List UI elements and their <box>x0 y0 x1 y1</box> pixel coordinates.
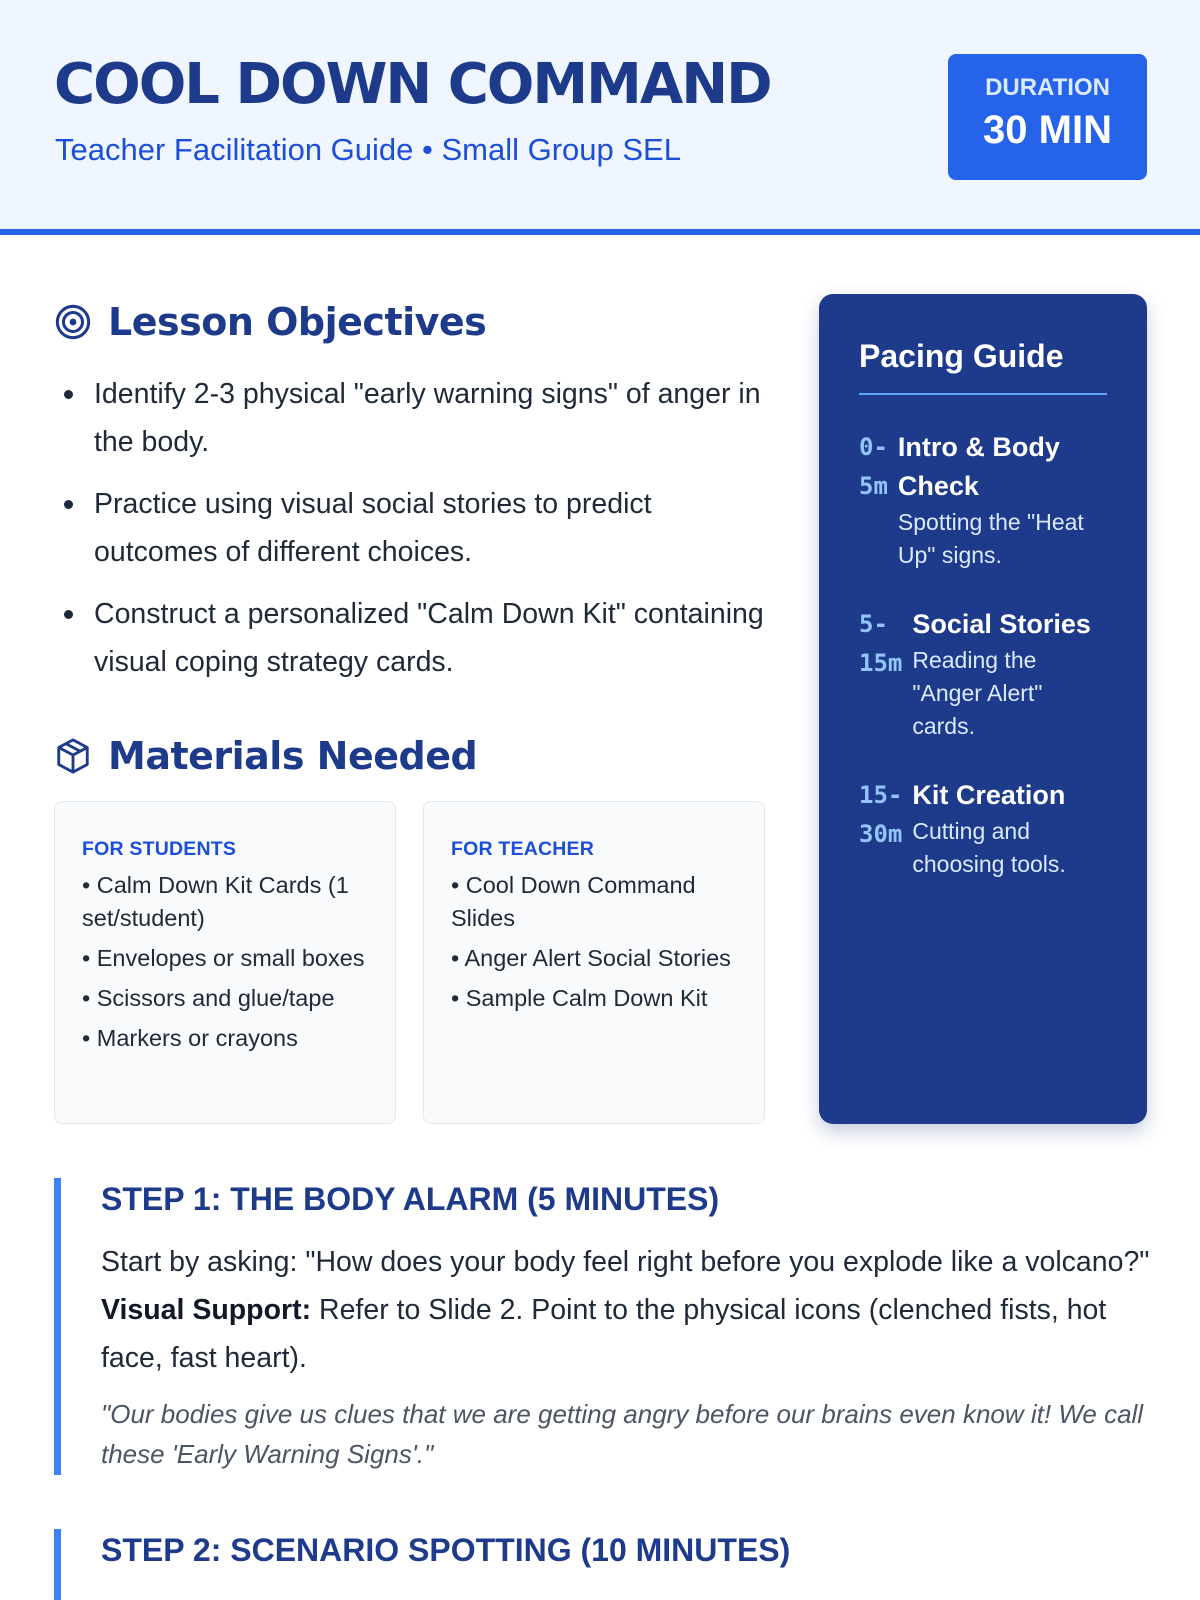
teacher-materials-card <box>423 801 765 1124</box>
teacher-materials-title: FOR TEACHER <box>451 838 595 860</box>
objectives-list <box>64 370 764 700</box>
pacing-time: 0- 5m <box>859 433 888 500</box>
pacing-item-title: Intro & Body Check <box>897 432 1060 501</box>
students-materials-card <box>54 801 396 1124</box>
list-item: • Markers or crayons <box>82 1025 298 1051</box>
pacing-time: 5- 15m <box>859 610 903 677</box>
pacing-time: 15- 30m <box>859 781 903 848</box>
step-2-section <box>54 1529 1154 1600</box>
visual-support-label: Visual Support: <box>101 1294 312 1326</box>
pacing-guide-title: Pacing Guide <box>859 338 1107 395</box>
step-1-title: STEP 1: THE BODY ALARM (5 MINUTES) <box>101 1181 720 1217</box>
list-item: Identify 2-3 physical "early warning signs" of anger in the body. <box>64 370 764 466</box>
step-2-title: STEP 2: SCENARIO SPOTTING (10 MINUTES) <box>101 1532 791 1568</box>
duration-label: DURATION <box>985 74 1110 101</box>
pacing-item <box>859 605 1107 743</box>
materials-heading-text: Materials Needed <box>108 734 478 778</box>
list-item: • Scissors and glue/tape <box>82 985 335 1011</box>
list-item: Practice using visual social stories to predict outcomes of different choices. <box>64 480 764 576</box>
list-item: • Sample Calm Down Kit <box>451 985 708 1011</box>
materials-heading <box>54 734 477 778</box>
step-1-body: Start by asking: "How does your body feel right before you explode like a volcano?" Visual Support: Refer to Slide 2. Point to the physical icons (clenched fists, hot face, fast heart). <box>101 1246 1150 1374</box>
target-icon <box>54 303 92 341</box>
duration-badge <box>948 54 1147 180</box>
step-1-section <box>54 1178 1154 1475</box>
duration-value: 30 MIN <box>983 108 1112 152</box>
pacing-item-desc: Reading the "Anger Alert" cards. <box>912 647 1043 739</box>
list-item: Construct a personalized "Calm Down Kit" containing visual coping strategy cards. <box>64 590 764 686</box>
pacing-item-title: Social Stories <box>912 609 1091 639</box>
pacing-item <box>859 428 1107 572</box>
list-item: • Cool Down Command Slides <box>451 872 696 931</box>
pacing-item <box>859 776 1107 881</box>
page-title: COOL DOWN COMMAND <box>54 52 771 117</box>
pacing-item-title: Kit Creation <box>912 780 1066 810</box>
list-item: • Anger Alert Social Stories <box>451 945 731 971</box>
pacing-guide-panel <box>819 294 1147 1124</box>
list-item: • Envelopes or small boxes <box>82 945 365 971</box>
objectives-heading-text: Lesson Objectives <box>108 300 487 344</box>
pacing-item-desc: Spotting the "Heat Up" signs. <box>897 509 1084 568</box>
pacing-item-desc: Cutting and choosing tools. <box>912 818 1066 877</box>
list-item: • Calm Down Kit Cards (1 set/student) <box>82 872 349 931</box>
page-header <box>0 0 1200 235</box>
step-1-quote: "Our bodies give us clues that we are getting angry before our brains even know it! We call these 'Early Warning Signs'." <box>101 1399 1144 1469</box>
page-subtitle: Teacher Facilitation Guide • Small Group SEL <box>55 132 681 167</box>
box-icon <box>54 737 92 775</box>
students-materials-title: FOR STUDENTS <box>82 838 237 860</box>
objectives-heading <box>54 300 486 344</box>
